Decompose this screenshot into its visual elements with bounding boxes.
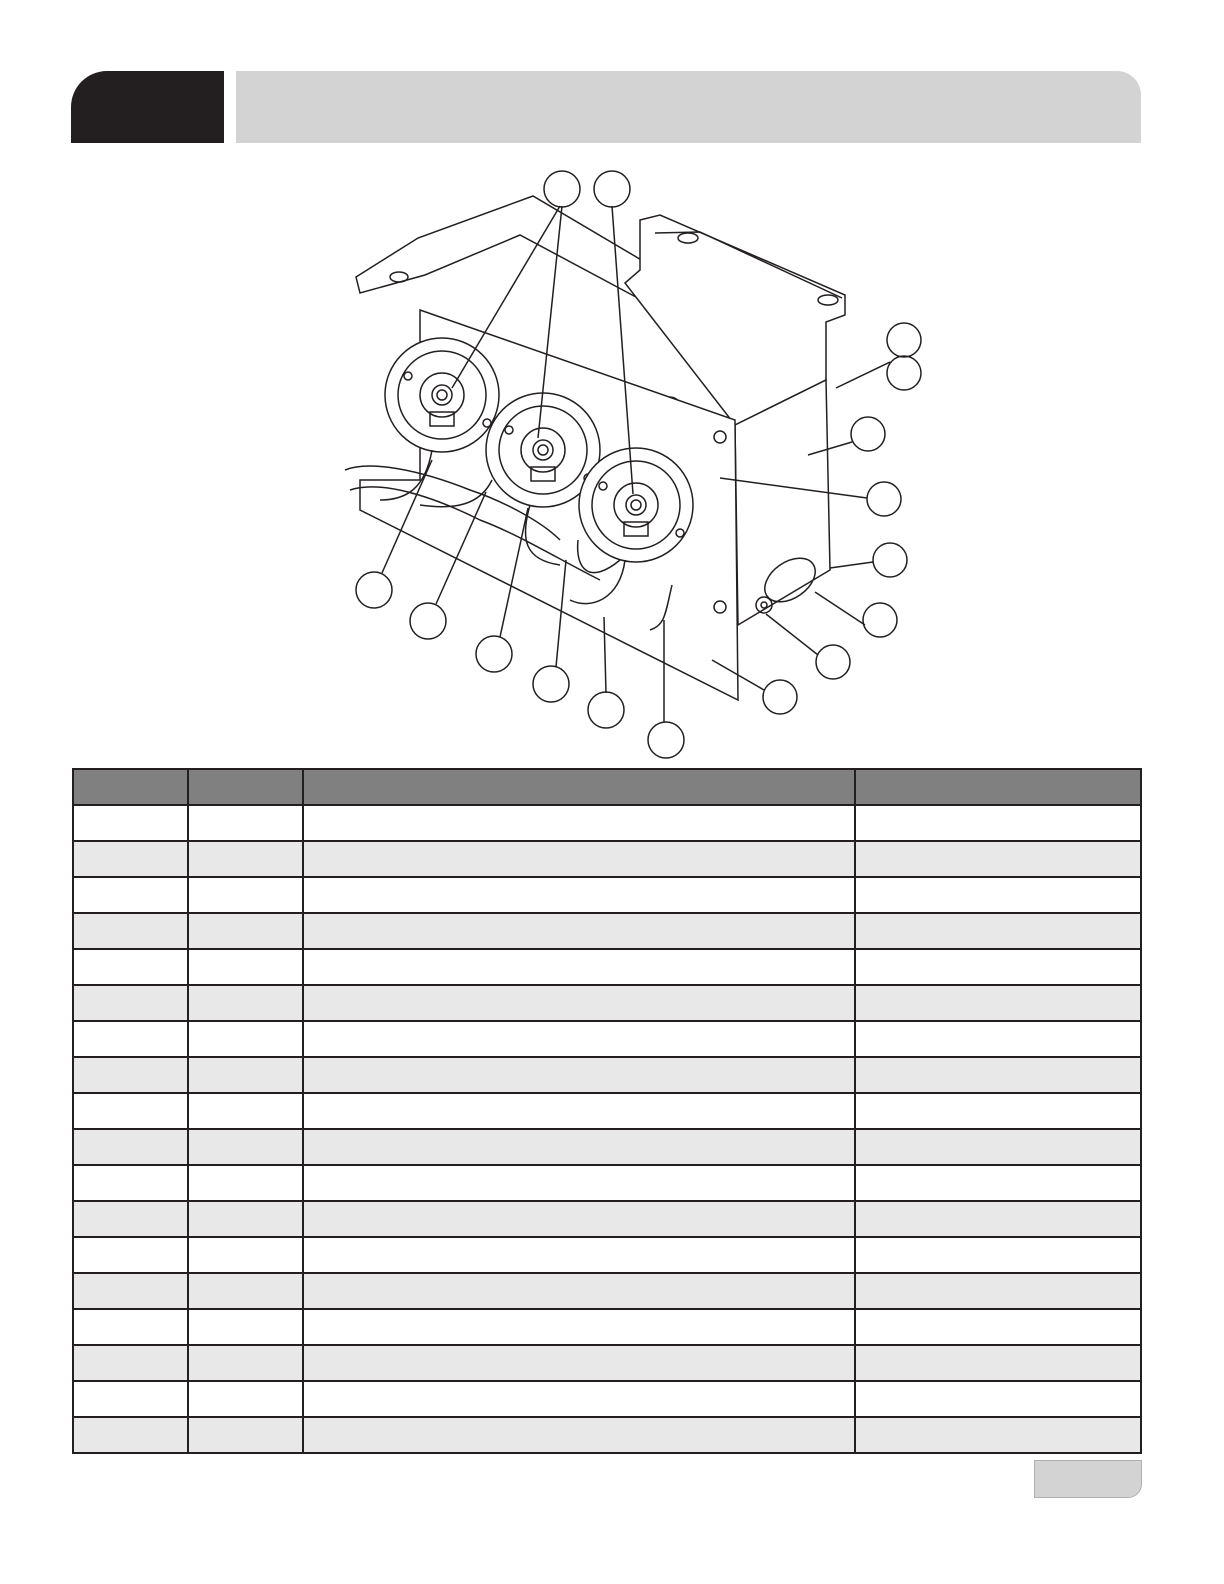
table-row [73,1057,1141,1093]
parts-table [72,768,1142,1454]
table-cell [855,1273,1141,1309]
table-cell [303,1129,855,1165]
table-cell [303,1309,855,1345]
table-cell [303,805,855,841]
table-cell [188,1201,303,1237]
page-title-bar [236,71,1141,143]
table-cell [303,877,855,913]
table-cell [855,1021,1141,1057]
table-cell [73,841,188,877]
table-cell [855,1381,1141,1417]
table-cell [73,1273,188,1309]
table-cell [855,949,1141,985]
table-cell [73,1417,188,1453]
table-row [73,1417,1141,1453]
table-row [73,1093,1141,1129]
table-row [73,1201,1141,1237]
table-cell [188,1237,303,1273]
table-cell [855,913,1141,949]
table-cell [855,1201,1141,1237]
table-row [73,1345,1141,1381]
table-cell [188,877,303,913]
column-header [73,769,188,805]
column-header [303,769,855,805]
table-cell [855,805,1141,841]
table-cell [73,913,188,949]
table-row [73,1021,1141,1057]
page-number-tab [1034,1460,1142,1498]
table-row [73,1165,1141,1201]
table-cell [73,1201,188,1237]
table-row [73,1273,1141,1309]
table-cell [303,1381,855,1417]
table-row [73,841,1141,877]
table-cell [188,1129,303,1165]
table-cell [855,1129,1141,1165]
table-cell [855,841,1141,877]
table-cell [188,1273,303,1309]
table-cell [303,1021,855,1057]
table-cell [188,1345,303,1381]
table-cell [188,1417,303,1453]
table-row [73,1129,1141,1165]
table-cell [73,1093,188,1129]
table-cell [303,985,855,1021]
table-cell [855,877,1141,913]
table-cell [73,1129,188,1165]
table-cell [188,1057,303,1093]
table-cell [303,1417,855,1453]
table-cell [73,1237,188,1273]
table-cell [303,1165,855,1201]
table-cell [855,1237,1141,1273]
table-cell [188,1093,303,1129]
table-cell [303,1093,855,1129]
table-cell [73,1381,188,1417]
table-cell [303,913,855,949]
table-cell [303,1345,855,1381]
table-row [73,985,1141,1021]
table-cell [855,1345,1141,1381]
pump-assembly-diagram [330,165,930,765]
table-cell [73,877,188,913]
table-cell [855,1417,1141,1453]
table-cell [188,1309,303,1345]
table-cell [188,1165,303,1201]
section-tab [71,71,224,143]
table-cell [303,841,855,877]
table-cell [303,1201,855,1237]
table-cell [73,949,188,985]
table-header-row [73,769,1141,805]
table-cell [303,1273,855,1309]
column-header [188,769,303,805]
table-cell [73,805,188,841]
table-cell [188,985,303,1021]
table-row [73,949,1141,985]
column-header [855,769,1141,805]
table-cell [855,1165,1141,1201]
table-cell [188,805,303,841]
table-cell [73,1021,188,1057]
table-cell [855,1309,1141,1345]
table-cell [188,1021,303,1057]
table-row [73,1381,1141,1417]
table-row [73,805,1141,841]
table-cell [303,1237,855,1273]
table-cell [73,1057,188,1093]
table-cell [73,1165,188,1201]
table-cell [73,1345,188,1381]
table-row [73,877,1141,913]
table-cell [855,1093,1141,1129]
table-row [73,1237,1141,1273]
table-cell [855,985,1141,1021]
table-cell [188,949,303,985]
table-cell [303,1057,855,1093]
table-row [73,1309,1141,1345]
table-cell [188,913,303,949]
table-row [73,913,1141,949]
table-cell [188,841,303,877]
table-cell [73,1309,188,1345]
table-cell [303,949,855,985]
table-cell [188,1381,303,1417]
table-cell [855,1057,1141,1093]
table-cell [73,985,188,1021]
